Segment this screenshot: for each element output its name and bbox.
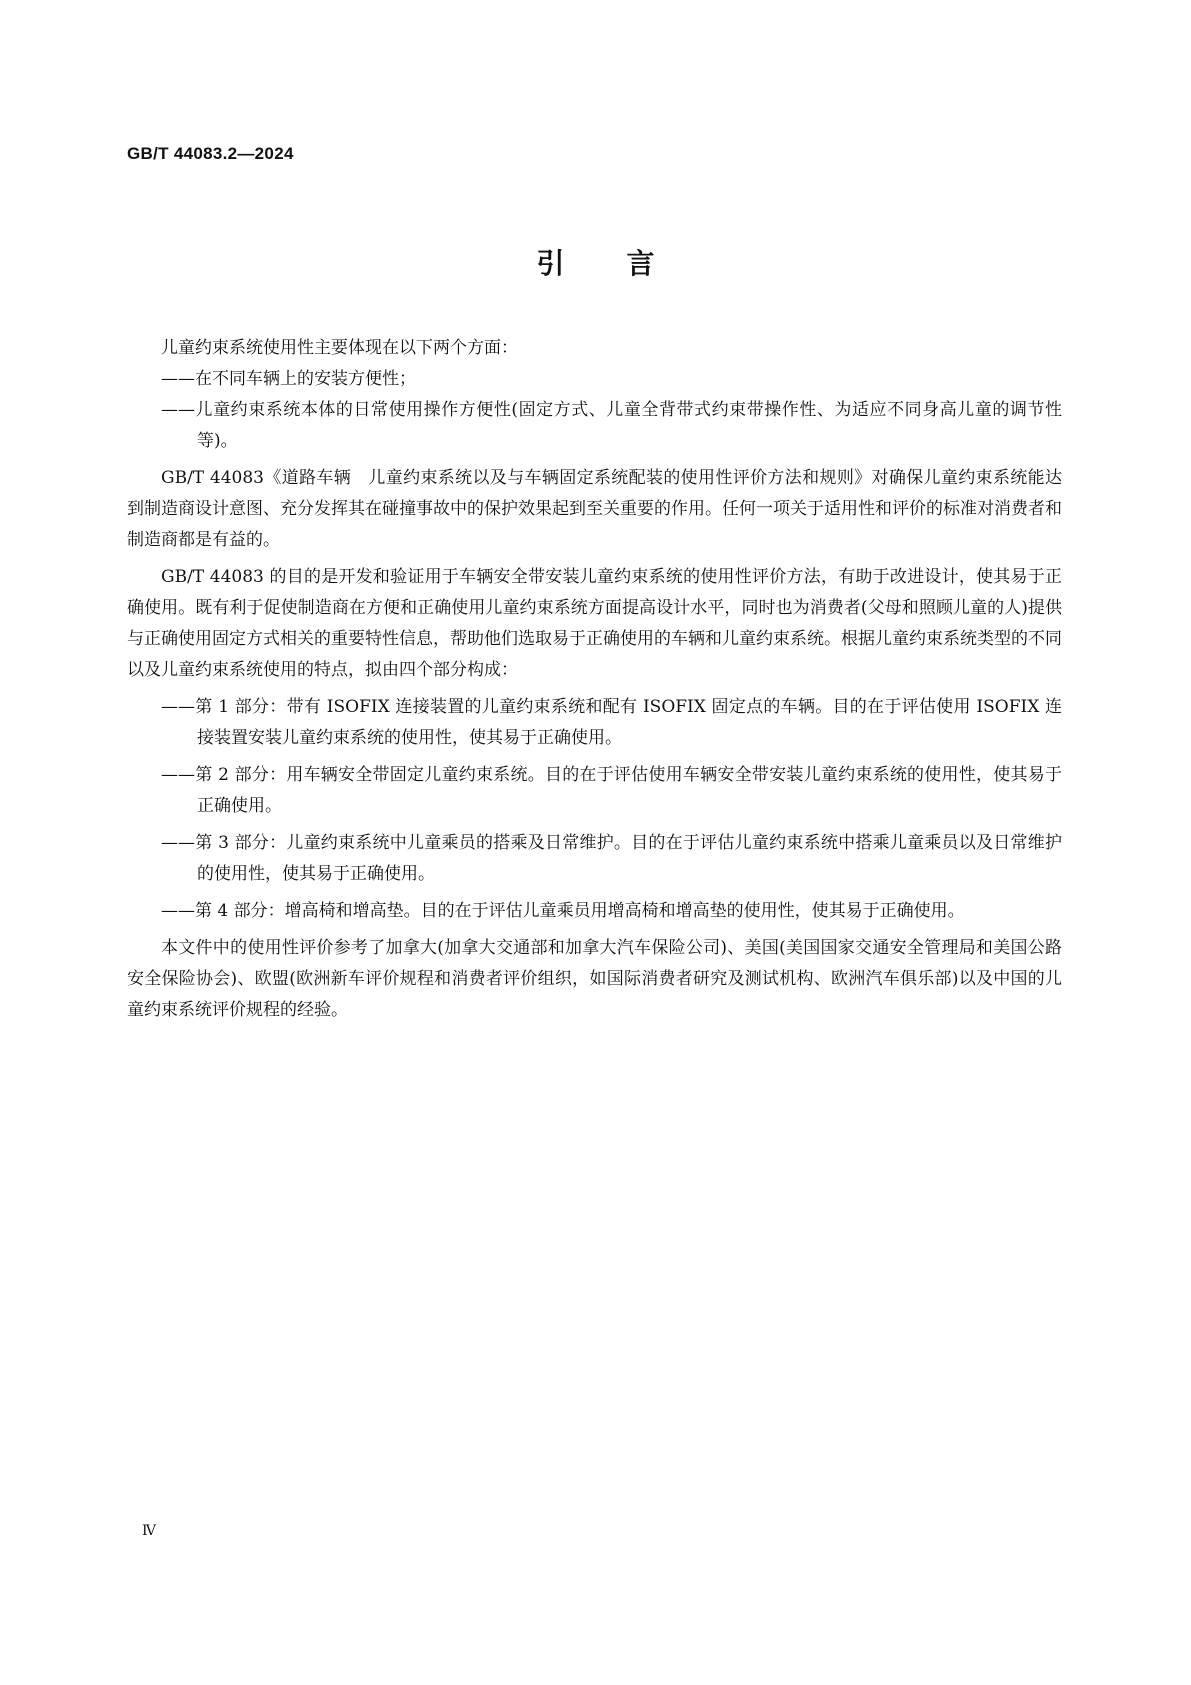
intro-paragraph: 儿童约束系统使用性主要体现在以下两个方面： <box>161 338 518 358</box>
list-item-part-4: ——第 4 部分：增高椅和增高垫。目的在于评估儿童乘员用增高椅和增高垫的使用性，使其易于正确使用。 <box>161 901 965 921</box>
list-item-aspect-1: ——在不同车辆上的安装方便性； <box>161 369 416 389</box>
body-text <box>127 333 1062 1026</box>
standard-code: GB/T 44083.2—2024 <box>127 144 294 163</box>
significance-paragraph: GB/T 44083《道路车辆 儿童约束系统以及与车辆固定系统配装的使用性评价方法和规则》对确保儿童约束系统能达到制造商设计意图、充分发挥其在碰撞事故中的保护效果起到至关重要的作用。任何一项关于适用性和评价的标准对消费者和制造商都是有益的。 <box>127 468 1062 550</box>
purpose-paragraph: GB/T 44083 的目的是开发和验证用于车辆安全带安装儿童约束系统的使用性评价方法，有助于改进设计，使其易于正确使用。既有利于促使制造商在方便和正确使用儿童约束系统方面提高设计水平，同时也为消费者(父母和照顾儿童的人)提供与正确使用固定方式相关的重要特性信息，帮助他们选取易于正确使用的车辆和儿童约束系统。根据儿童约束系统类型的不同以及儿童约束系统使用的特点，拟由四个部分构成： <box>127 567 1062 680</box>
page-number: Ⅳ <box>142 1523 156 1539</box>
list-item-part-2: ——第 2 部分：用车辆安全带固定儿童约束系统。目的在于评估使用车辆安全带安装儿童约束系统的使用性，使其易于正确使用。 <box>161 765 1062 816</box>
list-item-part-1: ——第 1 部分：带有 ISOFIX 连接装置的儿童约束系统和配有 ISOFIX 固定点的车辆。目的在于评估使用 ISOFIX 连接装置安装儿童约束系统的使用性，使其易于正确使用。 <box>161 697 1062 748</box>
list-item-part-3: ——第 3 部分：儿童约束系统中儿童乘员的搭乘及日常维护。目的在于评估儿童约束系统中搭乘儿童乘员以及日常维护的使用性，使其易于正确使用。 <box>161 833 1062 884</box>
page-title: 引言 <box>536 247 717 280</box>
reference-paragraph: 本文件中的使用性评价参考了加拿大(加拿大交通部和加拿大汽车保险公司)、美国(美国国家交通安全管理局和美国公路安全保险协会)、欧盟(欧洲新车评价规程和消费者评价组织，如国际消费者研究及测试机构、欧洲汽车俱乐部)以及中国的儿童约束系统评价规程的经验。 <box>127 938 1062 1020</box>
list-item-aspect-2: ——儿童约束系统本体的日常使用操作方便性(固定方式、儿童全背带式约束带操作性、为适应不同身高儿童的调节性等)。 <box>161 400 1062 451</box>
